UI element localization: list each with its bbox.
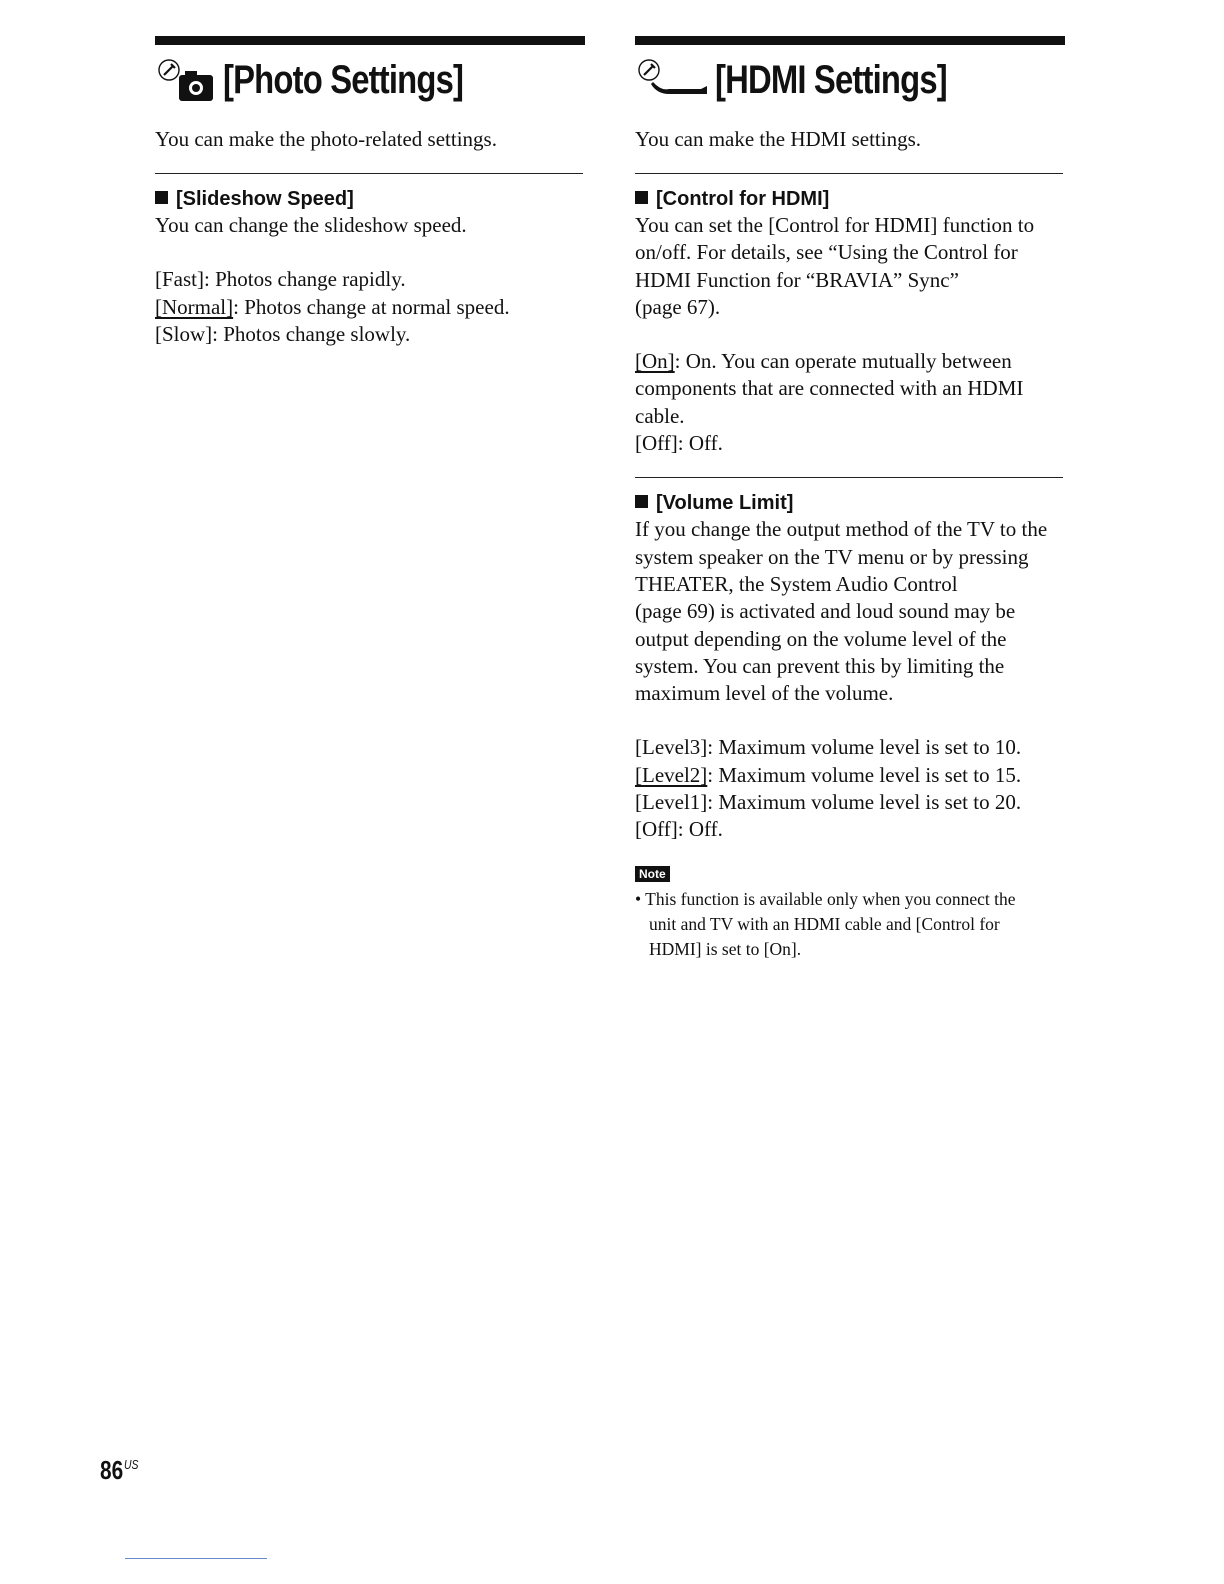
option-line: [Normal]: Photos change at normal speed. xyxy=(155,294,510,319)
option-line: [Slow]: Photos change slowly. xyxy=(155,321,411,346)
note-badge: Note xyxy=(635,866,670,882)
option-line-cont: components that are connected with an HDMI xyxy=(635,376,1024,401)
footer-link-line xyxy=(125,1558,267,1559)
divider xyxy=(635,477,1063,478)
page-title: [HDMI Settings] xyxy=(715,57,947,102)
body-line: HDMI Function for “BRAVIA” Sync” xyxy=(635,267,959,292)
body-line: (page 67). xyxy=(635,294,721,319)
default-option: [Normal] xyxy=(155,294,234,319)
photo-settings-column xyxy=(155,36,585,348)
body-line: (page 69) is activated and loud sound may be xyxy=(635,599,1016,624)
photo-settings-title-row xyxy=(155,49,585,111)
intro-text: You can make the HDMI settings. xyxy=(635,127,922,151)
hdmi-settings-column xyxy=(635,36,1065,962)
body-line: system. You can prevent this by limiting the xyxy=(635,653,1005,678)
option-line: [Level2]: Maximum volume level is set to 15. xyxy=(635,762,1022,787)
body-line: output depending on the volume level of the xyxy=(635,626,1007,651)
option-line: [On]: On. You can operate mutually between xyxy=(635,349,1012,374)
page-title: [Photo Settings] xyxy=(223,57,464,102)
hdmi-settings-title-row xyxy=(635,49,1065,111)
divider xyxy=(635,173,1063,174)
default-option: [Level2] xyxy=(635,762,708,787)
heading-bar xyxy=(635,36,1065,45)
body-line: THEATER, the System Audio Control xyxy=(635,571,958,596)
option-line: [Fast]: Photos change rapidly. xyxy=(155,267,406,292)
bullet-square-icon xyxy=(635,191,648,204)
section-heading-volume-limit: [Volume Limit] xyxy=(635,490,1065,516)
option-line: [Level3]: Maximum volume level is set to 10. xyxy=(635,735,1022,760)
option-line: [Off]: Off. xyxy=(635,431,723,456)
section-body: You can change the slideshow speed. xyxy=(155,213,467,237)
heading-bar xyxy=(155,36,585,45)
page-number: $86^{US}$ xyxy=(100,1455,139,1485)
photo-settings-icon xyxy=(155,55,219,105)
bullet-square-icon xyxy=(635,495,648,508)
hdmi-settings-icon xyxy=(635,55,711,105)
body-line: system speaker on the TV menu or by pressing xyxy=(635,544,1029,569)
option-line: [Level1]: Maximum volume level is set to 20. xyxy=(635,790,1022,815)
bullet-square-icon xyxy=(155,191,168,204)
option-line: [Off]: Off. xyxy=(635,817,723,842)
section-heading-slideshow-speed: [Slideshow Speed] xyxy=(155,186,585,212)
note-text: • This function is available only when you connect the unit and TV with an HDMI cable and [Control for HDMI] is set to [On]. xyxy=(635,888,1016,959)
intro-text: You can make the photo-related settings. xyxy=(155,127,497,151)
option-line-cont: cable. xyxy=(635,403,685,428)
section-heading-control-for-hdmi: [Control for HDMI] xyxy=(635,186,1065,212)
body-line: If you change the output method of the TV to the xyxy=(635,517,1048,542)
body-line: on/off. For details, see “Using the Control for xyxy=(635,240,1018,265)
divider xyxy=(155,173,583,174)
body-line: You can set the [Control for HDMI] function to xyxy=(635,213,1035,237)
body-line: maximum level of the volume. xyxy=(635,681,894,706)
default-option: [On] xyxy=(635,349,675,374)
